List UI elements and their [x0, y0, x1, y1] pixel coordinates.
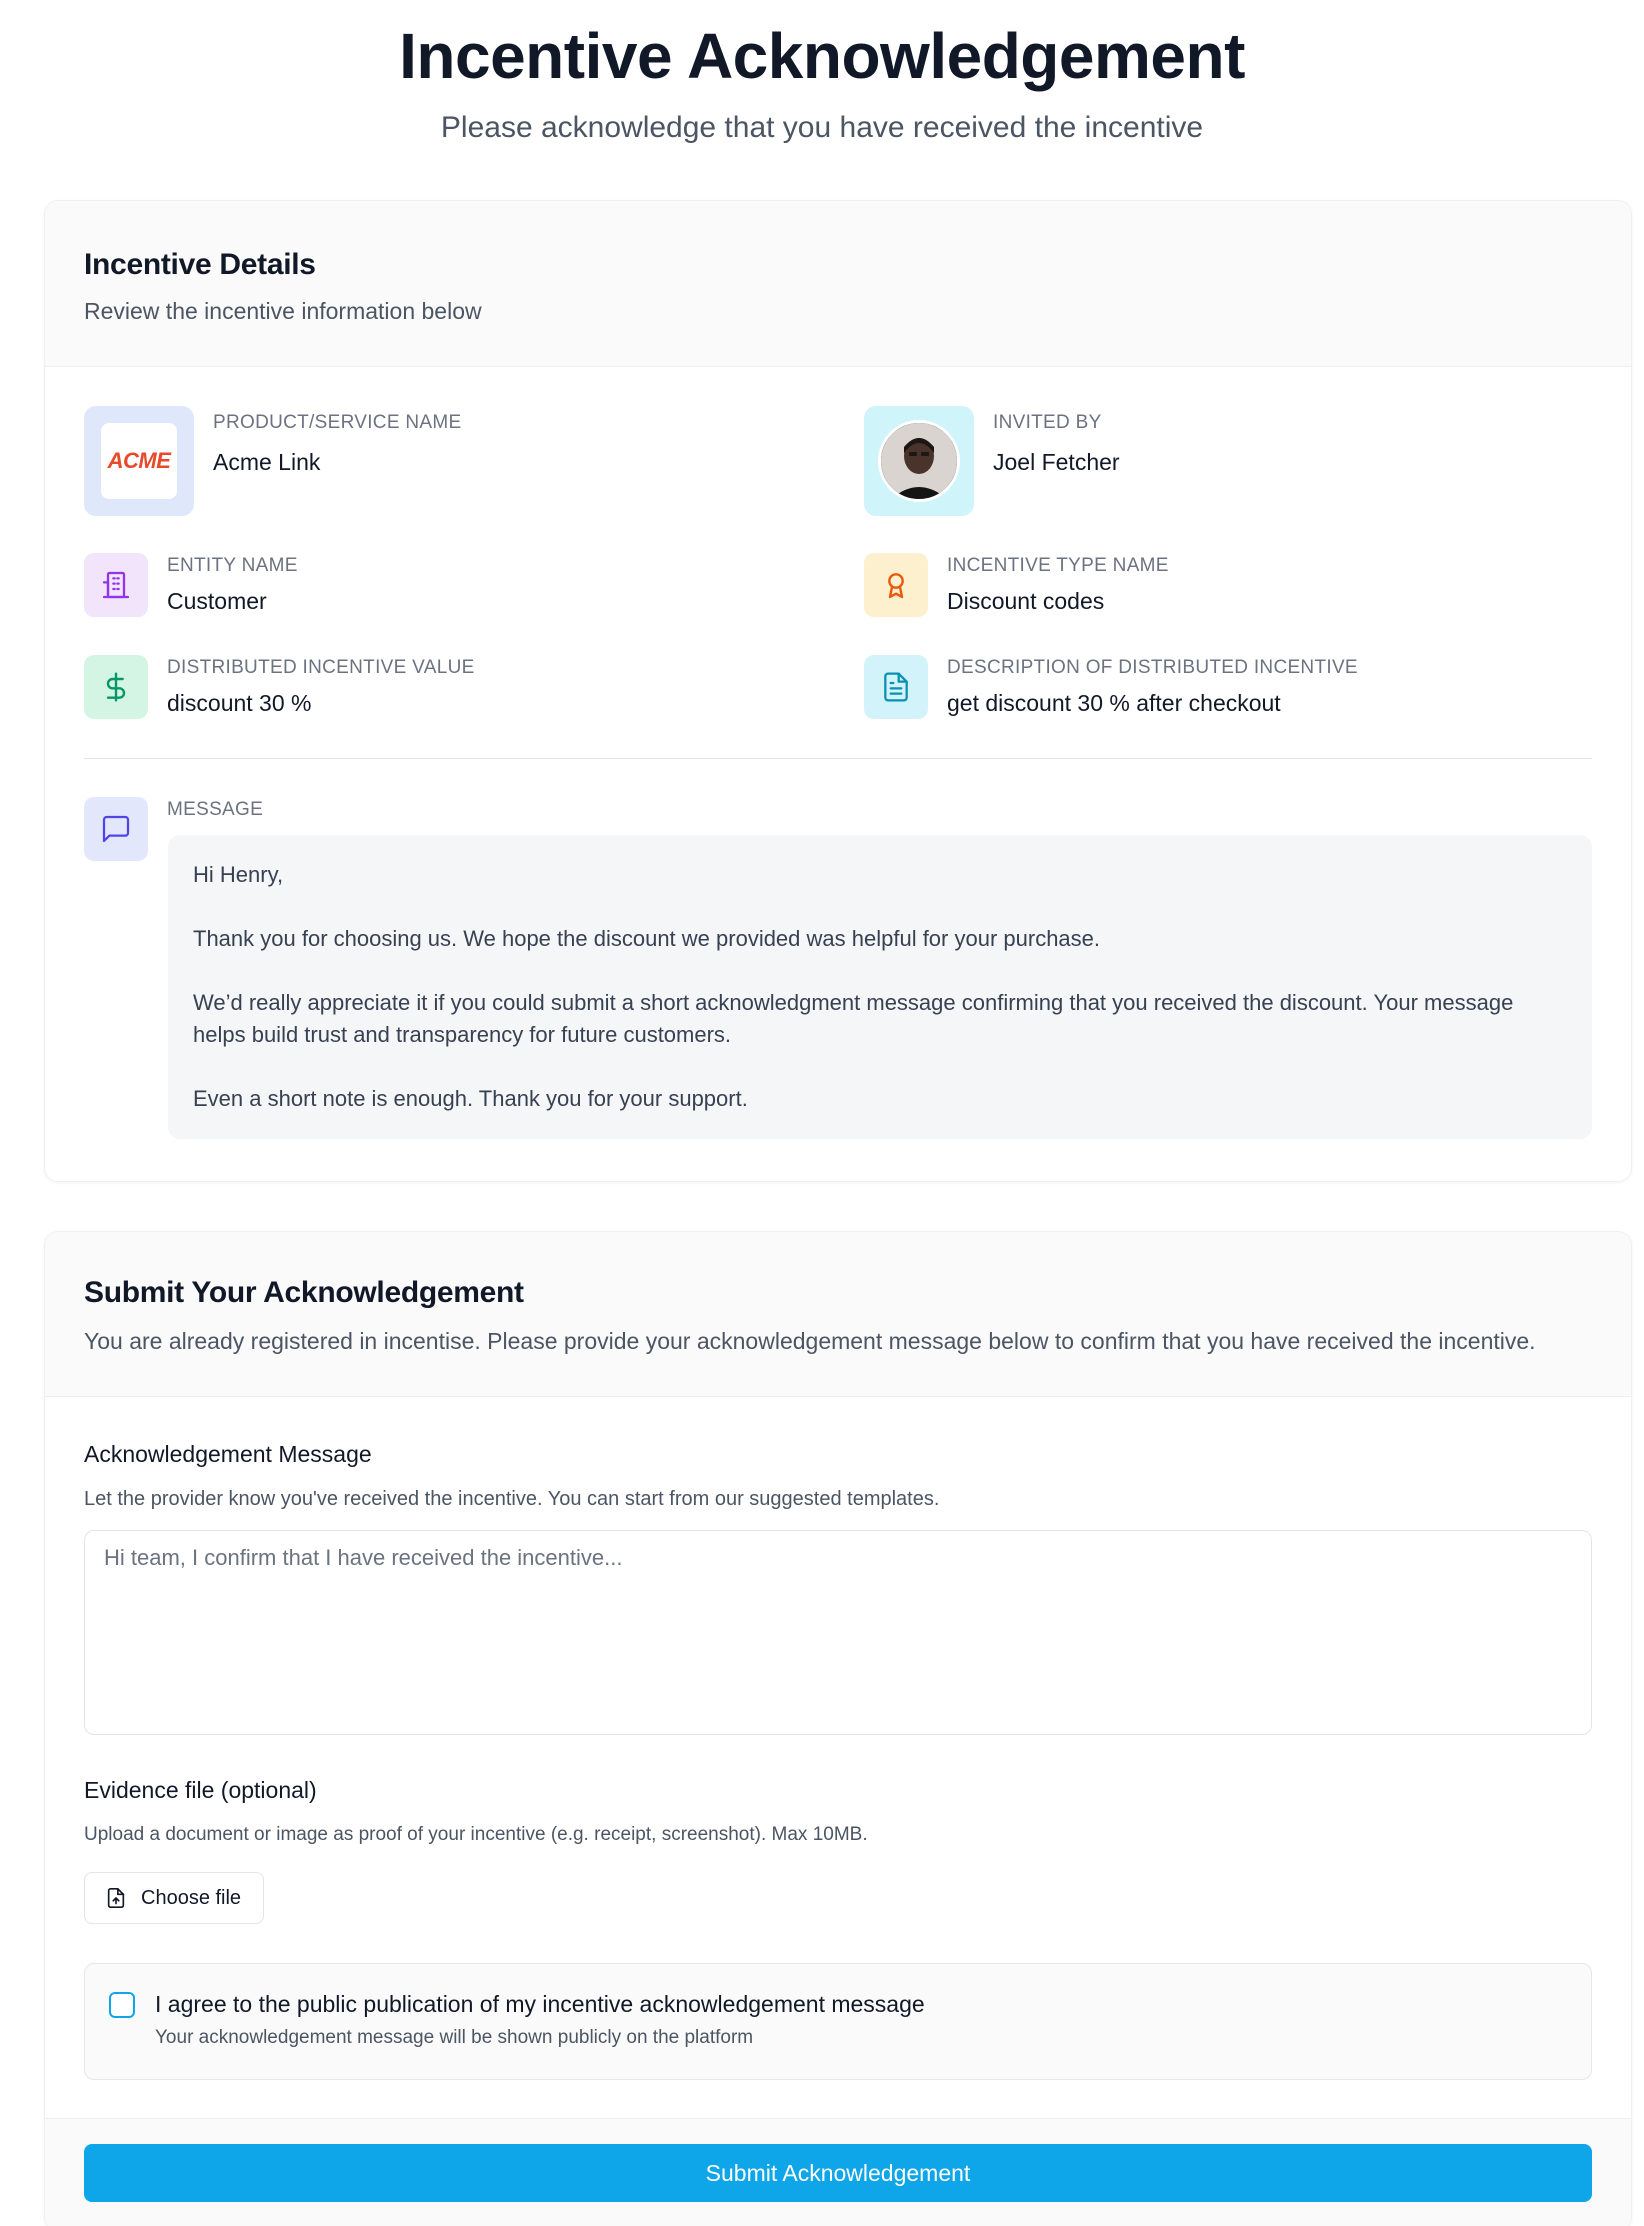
building-icon [100, 569, 132, 601]
chat-icon [100, 813, 132, 845]
product-logo [101, 423, 177, 499]
message-content [168, 835, 1592, 1139]
invited-by-value: Joel Fetcher [993, 449, 1120, 475]
choose-file-button[interactable] [84, 1872, 264, 1924]
incentive-type-label: INCENTIVE TYPE NAME [947, 555, 1169, 576]
submit-title: Submit Your Acknowledgement [84, 1276, 524, 1309]
product-label: PRODUCT/SERVICE NAME [213, 412, 462, 433]
message-icon-tile [84, 797, 148, 861]
message-paragraph: Thank you for choosing us. We hope the discount we provided was helpful for your purchase. [193, 926, 1101, 951]
entity-value: Customer [167, 588, 267, 614]
incentive-value-label: DISTRIBUTED INCENTIVE VALUE [167, 657, 475, 678]
message-label: MESSAGE [167, 799, 264, 820]
incentive-details-description: Review the incentive information below [84, 298, 482, 324]
public-consent-subtitle: Your acknowledgement message will be shown publicly on the platform [155, 2027, 754, 2048]
entity-label: ENTITY NAME [167, 555, 298, 576]
public-consent-box [84, 1963, 1592, 2080]
incentive-description-detail [864, 655, 1358, 719]
avatar [878, 420, 960, 502]
message-paragraph: We’d really appreciate it if you could submit a short acknowledgment message confirming that you received the discount. Your message helps build trust and transparency for future customers. [193, 990, 1514, 1047]
product-logo-tile [84, 406, 194, 516]
invited-by-detail [864, 406, 1120, 516]
incentive-description-value: get discount 30 % after checkout [947, 690, 1281, 716]
incentive-type-icon-tile [864, 553, 928, 617]
incentive-type-detail [864, 553, 1169, 617]
incentive-value-icon-tile [84, 655, 148, 719]
document-icon [880, 671, 912, 703]
award-icon [880, 569, 912, 601]
incentive-type-value: Discount codes [947, 588, 1105, 614]
incentive-details-card [44, 200, 1632, 1182]
acknowledgement-message-help: Let the provider know you've received the incentive. You can start from our suggested templates. [84, 1488, 940, 1510]
page-subtitle: Please acknowledge that you have received the incentive [440, 111, 1204, 144]
message-paragraph: Hi Henry, [193, 862, 284, 887]
evidence-file-label: Evidence file (optional) [84, 1777, 317, 1803]
dollar-icon [100, 671, 132, 703]
inviter-avatar-tile [864, 406, 974, 516]
incentive-details-header [45, 201, 1631, 367]
entity-detail [84, 553, 298, 617]
product-value: Acme Link [213, 449, 321, 475]
details-divider [84, 758, 1592, 759]
evidence-file-help: Upload a document or image as proof of your incentive (e.g. receipt, screenshot). Max 10MB. [84, 1824, 868, 1845]
entity-icon-tile [84, 553, 148, 617]
public-consent-checkbox[interactable] [109, 1992, 135, 2018]
incentive-description-label: DESCRIPTION OF DISTRIBUTED INCENTIVE [947, 657, 1358, 678]
incentive-value-value: discount 30 % [167, 690, 312, 716]
page-header [0, 0, 1644, 148]
message-paragraph: Even a short note is enough. Thank you for your support. [193, 1086, 748, 1111]
public-consent-title: I agree to the public publication of my incentive acknowledgement message [155, 1991, 925, 2017]
submit-header [45, 1232, 1631, 1397]
submit-acknowledgement-card [44, 1231, 1632, 2226]
submit-description: You are already registered in incentise. Please provide your acknowledgement message below to confirm that you have received the incentive. [84, 1328, 1536, 1354]
submit-acknowledgement-button[interactable]: Submit Acknowledgement [84, 2144, 1592, 2202]
file-upload-icon [105, 1887, 127, 1909]
invited-by-label: INVITED BY [993, 412, 1102, 433]
acknowledgement-message-input[interactable] [84, 1530, 1592, 1735]
incentive-description-icon-tile [864, 655, 928, 719]
acme-logo-icon: ACME [107, 448, 171, 473]
choose-file-label: Choose file [141, 1886, 242, 1909]
incentive-value-detail [84, 655, 475, 719]
acknowledgement-message-label: Acknowledgement Message [84, 1441, 372, 1467]
person-avatar-icon [881, 423, 957, 499]
incentive-details-title: Incentive Details [84, 248, 316, 281]
page-title: Incentive Acknowledgement [399, 20, 1245, 92]
product-detail [84, 406, 461, 516]
